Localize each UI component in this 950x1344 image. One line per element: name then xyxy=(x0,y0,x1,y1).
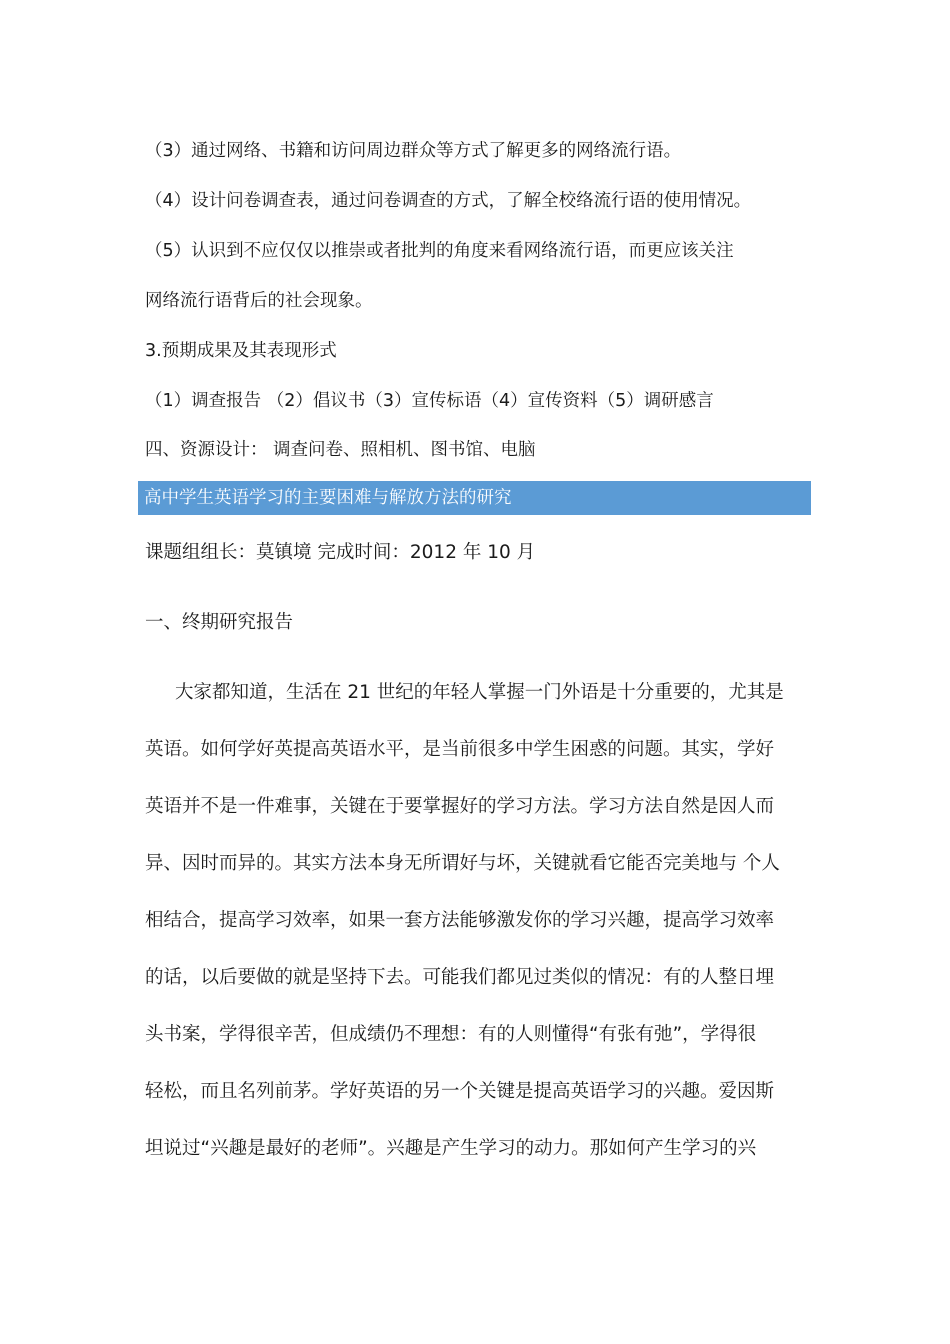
item-5-line-1: （5）认识到不应仅仅以推崇或者批判的角度来看网络流行语，而更应该关注 xyxy=(145,241,734,261)
resources-line: 四、资源设计： 调查问卷、照相机、图书馆、电脑 xyxy=(145,440,536,460)
title-banner: 高中学生英语学习的主要困难与解放方法的研究 xyxy=(138,481,811,515)
paragraph-line: 头书案，学得很辛苦，但成绩仍不理想：有的人则懂得“有张有弛”，学得很 xyxy=(145,1024,757,1045)
report-heading: 一、终期研究报告 xyxy=(145,612,294,633)
item-5-line-2: 网络流行语背后的社会现象。 xyxy=(145,291,373,311)
outcomes-list: （1）调查报告 （2）倡议书（3）宣传标语（4）宣传资料（5）调研感言 xyxy=(145,391,714,411)
paragraph-line: 大家都知道，生活在 21 世纪的年轻人掌握一门外语是十分重要的，尤其是 xyxy=(175,682,784,703)
leader-line: 课题组组长：莫镇境 完成时间：2012 年 10 月 xyxy=(145,542,536,563)
paragraph-line: 的话，以后要做的就是坚持下去。可能我们都见过类似的情况：有的人整日埋 xyxy=(145,967,775,988)
section-heading-3: 3.预期成果及其表现形式 xyxy=(145,341,337,361)
item-4: （4）设计问卷调查表，通过问卷调查的方式，了解全校络流行语的使用情况。 xyxy=(145,191,752,211)
paragraph-line: 轻松，而且名列前茅。学好英语的另一个关键是提高英语学习的兴趣。爱因斯 xyxy=(145,1081,775,1102)
paragraph-line: 异、因时而异的。其实方法本身无所谓好与坏，关键就看它能否完美地与 个人 xyxy=(145,853,780,874)
paragraph-line: 英语并不是一件难事，关键在于要掌握好的学习方法。学习方法自然是因人而 xyxy=(145,796,775,817)
paragraph-line: 相结合，提高学习效率，如果一套方法能够激发你的学习兴趣，提高学习效率 xyxy=(145,910,775,931)
paragraph-line: 英语。如何学好英提高英语水平，是当前很多中学生困惑的问题。其实，学好 xyxy=(145,739,775,760)
item-3: （3）通过网络、书籍和访问周边群众等方式了解更多的网络流行语。 xyxy=(145,141,682,161)
paragraph-line: 坦说过“兴趣是最好的老师”。兴趣是产生学习的动力。那如何产生学习的兴 xyxy=(145,1138,757,1159)
